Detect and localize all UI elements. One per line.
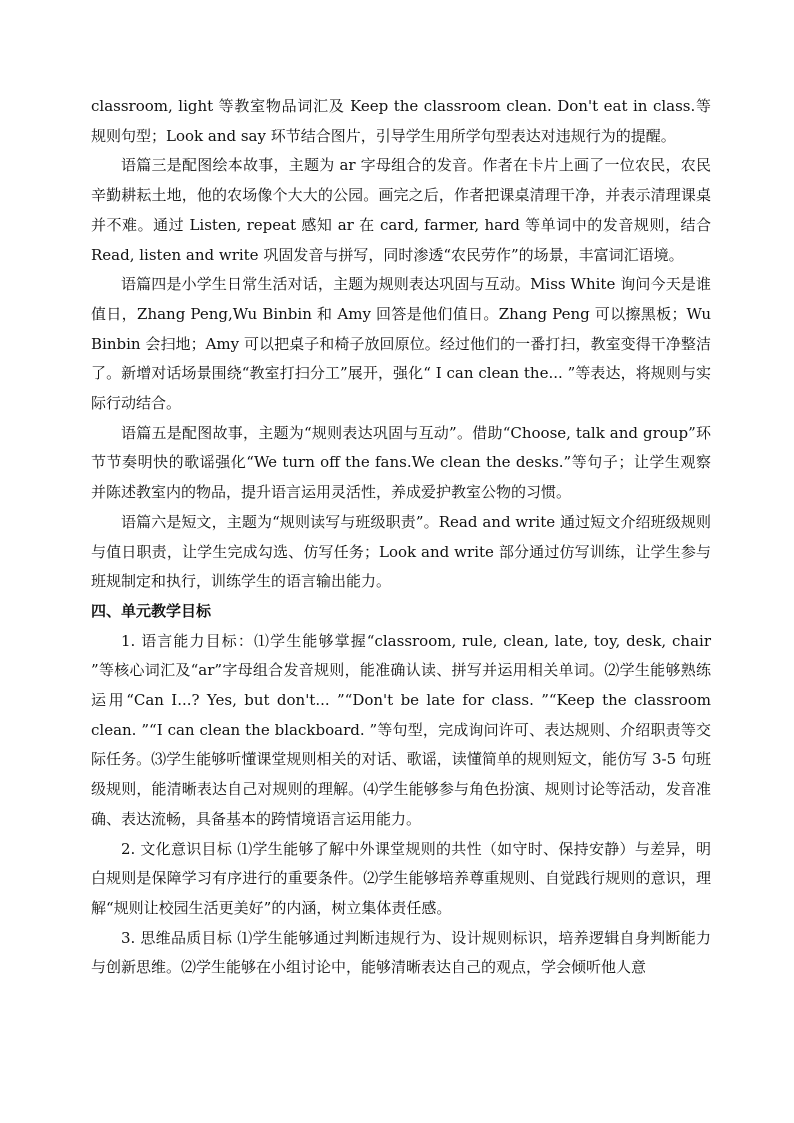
body-paragraph: 1. 语言能力目标：⑴学生能够掌握“classroom, rule, clean, late, toy, desk, chair ”等核心词汇及“ar”字母组合发音规则，能准确认读、拼写并运用相关单词。⑵学生能够熟练运用“Can I...? Yes, but don't... ”“Don't be late for class. ”“Keep the classroom clean. ”“I can clean the blackboard. ”等句型，完成询问许可、表达规则、介绍职责等交际任务。⑶学生能够听懂课堂规则相关的对话、歌谣，读懂简单的规则短文，能仿写 3-5 句班级规则，能清晰表达自己对规则的理解。⑷学生能够参与角色扮演、规则讨论等活动，发音准确、表达流畅，具备基本的跨情境语言运用能力。 bbox=[91, 631, 711, 828]
body-paragraph: 语篇四是小学生日常生活对话，主题为规则表达巩固与互动。Miss White 询问今天是谁值日，Zhang Peng,Wu Binbin 和 Amy 回答是他们值日。Zhang Peng 可以擦黑板；Wu Binbin 会扫地；Amy 可以把桌子和椅子放回原位。经过他们的一番打扫，教室变得干净整洁了。新增对话场景围绕“教室打扫分工”展开，强化“ I can clean the... ”等表达，将规则与实际行动结合。 bbox=[91, 275, 711, 413]
body-paragraph: 2. 文化意识目标 ⑴学生能够了解中外课堂规则的共性（如守时、保持安静）与差异，明白规则是保障学习有序进行的重要条件。⑵学生能够培养尊重规则、自觉践行规则的意识，理解“规则让校园生活更美好”的内涵，树立集体责任感。 bbox=[91, 839, 711, 917]
section-heading: 四、单元教学目标 bbox=[91, 601, 212, 620]
body-paragraph: 语篇三是配图绘本故事，主题为 ar 字母组合的发音。作者在卡片上画了一位农民，农民辛勤耕耘土地，他的农场像个大大的公园。画完之后，作者把课桌清理干净，并表示清理课桌并不难。通过 Listen, repeat 感知 ar 在 card, farmer, hard 等单词中的发音规则，结合 Read, listen and write 巩固发音与拼写，同时渗透“农民劳作”的场景，丰富词汇语境。 bbox=[91, 156, 711, 264]
body-paragraph: 语篇五是配图故事，主题为“规则表达巩固与互动”。借助“Choose, talk and group”环节节奏明快的歌谣强化“We turn off the fans.We clean the desks.”等句子；让学生观察并陈述教室内的物品，提升语言运用灵活性，养成爱护教室公物的习惯。 bbox=[91, 423, 711, 502]
body-paragraph: 语篇六是短文，主题为“规则读写与班级职责”。Read and write 通过短文介绍班级规则与值日职责，让学生完成勾选、仿写任务；Look and write 部分通过仿写训练，让学生参与班规制定和执行，训练学生的语言输出能力。 bbox=[91, 512, 711, 591]
document-body bbox=[91, 92, 711, 983]
body-paragraph: classroom, light 等教室物品词汇及 Keep the classroom clean. Don't eat in class.等规则句型；Look and say 环节结合图片，引导学生用所学句型表达对违规行为的提醒。 bbox=[91, 97, 711, 145]
body-paragraph: 3. 思维品质目标 ⑴学生能够通过判断违规行为、设计规则标识，培养逻辑自身判断能力与创新思维。⑵学生能够在小组讨论中，能够清晰表达自己的观点，学会倾听他人意 bbox=[91, 928, 711, 977]
